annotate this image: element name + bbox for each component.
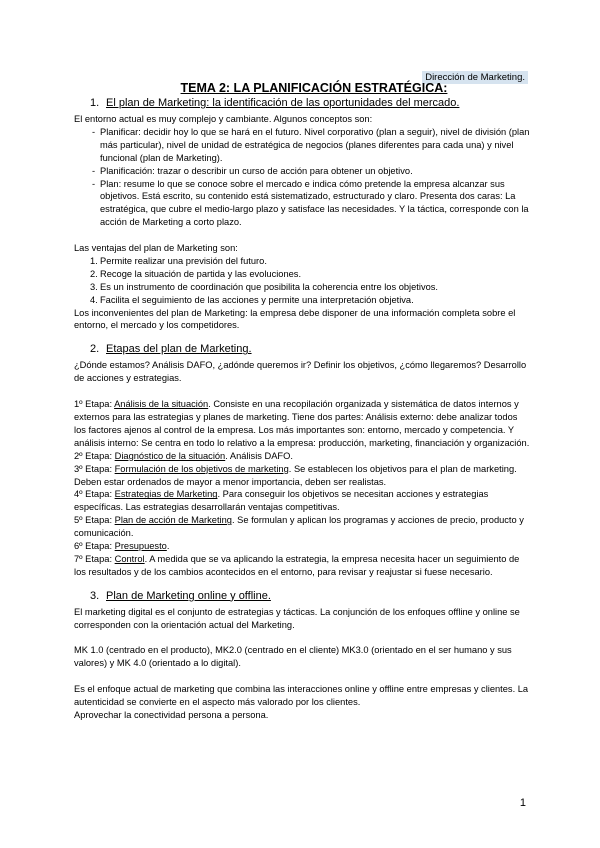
list-number: 2. — [90, 268, 98, 279]
etapa-label: 1º Etapa: — [74, 399, 115, 410]
ventajas-intro: Las ventajas del plan de Marketing son: — [74, 243, 238, 254]
etapa-name: Plan de acción de Marketing — [114, 515, 232, 526]
section-2-heading — [90, 342, 530, 356]
list-text: Es un instrumento de coordinación que posibilita la coherencia entre los objetivos. — [100, 281, 438, 292]
section-1-intro: El entorno actual es muy complejo y cambiante. Algunos conceptos son: — [74, 114, 373, 124]
etapa-paragraph — [74, 463, 530, 489]
etapa-name: Análisis de la situación — [114, 399, 209, 410]
section-3-number: 3. — [90, 589, 100, 602]
etapas-list — [74, 398, 530, 579]
etapa-name: Estrategias de Marketing — [114, 489, 218, 500]
etapa-label: 4º Etapa: — [74, 489, 115, 500]
etapa-text: . Se establecen los objetivos para el plan de marketing. Deben estar ordenados de mayor a menor importancia, deben ser realistas. — [74, 463, 517, 487]
etapa-paragraph — [74, 398, 530, 450]
document-body — [74, 80, 530, 722]
ventaja-item — [74, 281, 530, 294]
section-3-paragraph-1: El marketing digital es el conjunto de estrategias y tácticas. La conjunción de los enfoques offline y online se corresponden con la orientación actual del Marketing. — [74, 606, 520, 630]
list-number: 3. — [90, 281, 98, 292]
etapa-name: Formulación de los objetivos de marketing — [114, 463, 289, 474]
etapa-name: Control — [114, 553, 145, 564]
etapa-text: . A medida que se va aplicando la estrategia, la empresa necesita hacer un seguimiento de los resultados y de los cambios acontecidos en el entorno, para revisar y reajustar si fuese necesario. — [74, 553, 520, 577]
etapa-label: 3º Etapa: — [74, 463, 115, 474]
section-3-heading — [90, 589, 530, 603]
concept-item: - Planificar: decidir hoy lo que se hará en el futuro. Nivel corporativo (plan a seguir), nivel de división (plan más particular), nivel de unidad de estratégica de negocios (planes diferentes para cada una) y nivel funcional (plan de Marketing). — [74, 126, 530, 165]
ventajas-list — [74, 255, 530, 307]
etapa-label: 6º Etapa: — [74, 541, 115, 552]
concept-item: - Plan: resume lo que se conoce sobre el mercado e indica cómo pretende la empresa alcanzar sus objetivos. Está escrito, su contenido está sistematizado, estructurado y claro. Presenta dos caras: La estratégica, que cubre el medio-largo plazo y satisface las necesidades. Y la táctica, corresponde con la acción de Marketing a corto plazo. — [74, 178, 530, 230]
list-text: Permite realizar una previsión del futuro. — [100, 255, 267, 266]
section-2-number: 2. — [90, 343, 100, 356]
list-text: Recoge la situación de partida y las evoluciones. — [100, 268, 302, 279]
etapa-paragraph — [74, 553, 530, 579]
etapa-text: . Para conseguir los objetivos se necesitan acciones y estrategias específicas. Las estrategias desarrollarán ventajas competitivas. — [74, 489, 489, 513]
page-number: 1 — [519, 797, 526, 809]
list-number: 4. — [90, 294, 98, 305]
etapa-paragraph — [74, 450, 530, 463]
etapa-label: 2º Etapa: — [74, 450, 115, 461]
section-1-number: 1. — [90, 97, 100, 109]
section-3-title: Plan de Marketing online y offline. — [106, 589, 271, 602]
etapa-label: 5º Etapa: — [74, 515, 115, 526]
ventaja-item — [74, 268, 530, 281]
section-3-paragraph-4: Aprovechar la conectividad persona a persona. — [74, 710, 269, 720]
etapa-text: . — [166, 541, 170, 552]
etapa-text: . Consiste en una recopilación organizada y sistemática de datos internos y externos para las estrategias y planes de marketing. Tiene dos partes: Análisis externo: debe analizar todos los factores ajenos al control de la empresa. Los más importantes son: entorno, mercado y competencia. Y análisis interno: Se centra en todo lo relativo a la empresa: producción, marketing, financiación y organización. — [74, 399, 530, 448]
list-text: Facilita el seguimiento de las acciones y permite una interpretación objetiva. — [100, 294, 414, 305]
concept-item: - Planificación: trazar o describir un curso de acción para obtener un objetivo. — [74, 165, 530, 178]
etapa-paragraph — [74, 514, 530, 540]
concepts-list — [74, 126, 530, 229]
section-1-heading — [90, 96, 530, 110]
page-title: TEMA 2: LA PLANIFICACIÓN ESTRATÉGICA: — [180, 81, 448, 95]
inconvenientes-paragraph: Los inconvenientes del plan de Marketing: la empresa debe disponer de una información completa sobre el entorno, el mercado y los competidores. — [74, 307, 516, 331]
etapa-label: 7º Etapa: — [74, 553, 115, 564]
section-2-intro: ¿Dónde estamos? Análisis DAFO, ¿adónde queremos ir? Definir los objetivos, ¿cómo llegaremos? Desarrollo de acciones y estrategias. — [74, 360, 527, 384]
section-3-paragraph-3: Es el enfoque actual de marketing que combina las interacciones online y offline entre empresas y clientes. La autenticidad se convierte en el aspecto más valorado por los clientes. — [74, 684, 529, 708]
ventaja-item — [74, 255, 530, 268]
section-3-paragraph-2: MK 1.0 (centrado en el producto), MK2.0 (centrado en el cliente) MK3.0 (orientado en el ser humano y sus valores) y MK 4.0 (orientado a lo digital). — [74, 645, 512, 669]
etapa-name: Presupuesto — [114, 541, 167, 552]
list-number: 1. — [90, 255, 98, 266]
section-2-title: Etapas del plan de Marketing. — [106, 343, 252, 356]
etapa-paragraph — [74, 488, 530, 514]
section-1-title: El plan de Marketing: la identificación de las oportunidades del mercado. — [106, 97, 460, 109]
etapa-text: . Análisis DAFO. — [225, 450, 293, 461]
etapa-name: Diagnóstico de la situación — [114, 450, 226, 461]
etapa-paragraph — [74, 540, 530, 553]
ventaja-item — [74, 294, 530, 307]
header-tag: Dirección de Marketing. — [422, 71, 528, 84]
etapa-text: . Se formulan y aplican los programas y acciones de precio, producto y comunicación. — [74, 515, 524, 539]
